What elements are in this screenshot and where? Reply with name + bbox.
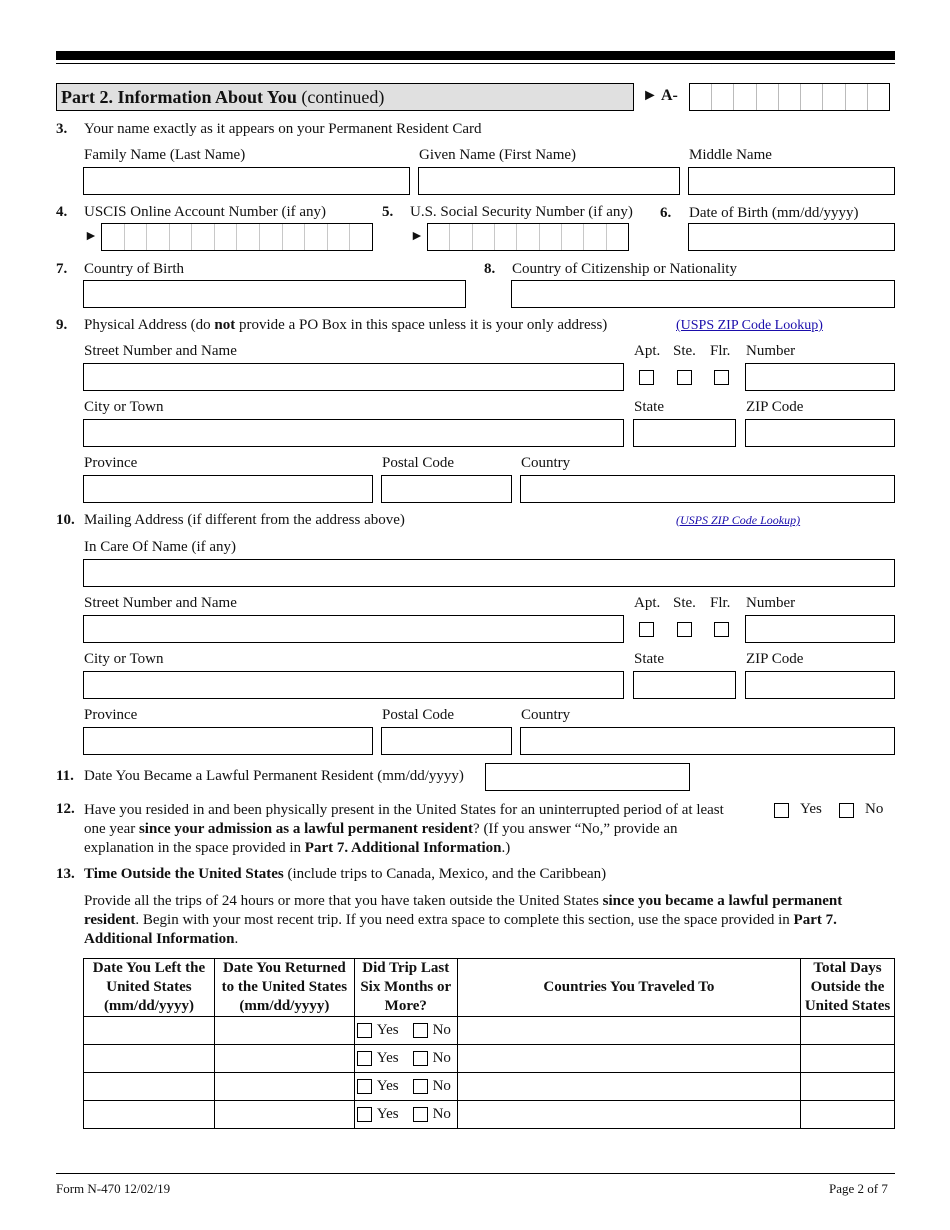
total-days-cell[interactable] bbox=[801, 1045, 895, 1073]
mailing-state-input[interactable] bbox=[633, 671, 736, 699]
physical-city-input[interactable] bbox=[83, 419, 624, 447]
q5-number: 5. bbox=[382, 204, 394, 220]
arrow-icon: ► bbox=[84, 229, 98, 244]
top-rule-thin bbox=[56, 63, 895, 64]
province-label: Province bbox=[84, 455, 138, 471]
date-returned-cell[interactable] bbox=[214, 1101, 354, 1129]
date-returned-cell[interactable] bbox=[214, 1073, 354, 1101]
flr-checkbox[interactable] bbox=[714, 622, 729, 637]
no-label: No bbox=[432, 1022, 451, 1038]
given-name-input[interactable] bbox=[418, 167, 680, 195]
col-date-returned: Date You Returned to the United States (mm/dd/yyyy) bbox=[214, 959, 354, 1017]
flr-label: Flr. bbox=[710, 595, 731, 611]
no-checkbox[interactable] bbox=[413, 1079, 428, 1094]
countries-cell[interactable] bbox=[457, 1101, 800, 1129]
date-left-cell[interactable] bbox=[84, 1073, 215, 1101]
q8-number: 8. bbox=[484, 261, 496, 277]
date-left-cell[interactable] bbox=[84, 1101, 215, 1129]
q9-number: 9. bbox=[56, 317, 68, 333]
yes-checkbox[interactable] bbox=[357, 1107, 372, 1122]
mailing-number-input[interactable] bbox=[745, 615, 895, 643]
ste-label: Ste. bbox=[673, 595, 696, 611]
country-label: Country bbox=[521, 455, 571, 471]
physical-state-input[interactable] bbox=[633, 419, 736, 447]
postal-code-label: Postal Code bbox=[382, 707, 455, 723]
care-of-label: In Care Of Name (if any) bbox=[84, 539, 237, 555]
ste-checkbox[interactable] bbox=[677, 622, 692, 637]
date-left-cell[interactable] bbox=[84, 1017, 215, 1045]
q10-label: Mailing Address (if different from the address above) bbox=[84, 512, 405, 528]
q6-number: 6. bbox=[660, 205, 672, 221]
trips-table bbox=[83, 958, 895, 1129]
q13-title: Time Outside the United States (include trips to Canada, Mexico, and the Caribbean) bbox=[84, 866, 607, 882]
yes-label: Yes bbox=[376, 1106, 399, 1122]
q9-label: Physical Address (do not provide a PO Box in this space unless it is your only address) bbox=[84, 317, 608, 333]
yes-label: Yes bbox=[376, 1050, 399, 1066]
no-checkbox[interactable] bbox=[413, 1023, 428, 1038]
date-of-birth-input[interactable] bbox=[688, 223, 895, 251]
no-checkbox[interactable] bbox=[413, 1051, 428, 1066]
col-date-left: Date You Left the United States (mm/dd/yyyy) bbox=[84, 959, 215, 1017]
street-label: Street Number and Name bbox=[84, 343, 237, 359]
form-id: Form N-470 12/02/19 bbox=[56, 1181, 171, 1196]
table-row bbox=[84, 1045, 895, 1073]
yes-checkbox[interactable] bbox=[357, 1023, 372, 1038]
col-total-days: Total Days Outside the United States bbox=[801, 959, 895, 1017]
city-label: City or Town bbox=[84, 399, 164, 415]
lpr-date-input[interactable] bbox=[485, 763, 690, 791]
number-label: Number bbox=[746, 343, 796, 359]
state-label: State bbox=[634, 651, 664, 667]
q12-no-checkbox[interactable] bbox=[839, 803, 854, 818]
middle-name-label: Middle Name bbox=[689, 147, 772, 163]
flr-checkbox[interactable] bbox=[714, 370, 729, 385]
countries-cell[interactable] bbox=[457, 1045, 800, 1073]
apt-checkbox[interactable] bbox=[639, 622, 654, 637]
postal-code-label: Postal Code bbox=[382, 455, 455, 471]
a-number-label: ► A- bbox=[642, 87, 678, 104]
number-label: Number bbox=[746, 595, 796, 611]
yes-label: Yes bbox=[376, 1078, 399, 1094]
table-row bbox=[84, 1073, 895, 1101]
page-number: Page 2 of 7 bbox=[829, 1181, 888, 1196]
city-label: City or Town bbox=[84, 651, 164, 667]
ste-checkbox[interactable] bbox=[677, 370, 692, 385]
q11-number: 11. bbox=[56, 768, 74, 784]
part-subtitle: (continued) bbox=[296, 87, 385, 107]
date-returned-cell[interactable] bbox=[214, 1017, 354, 1045]
yes-checkbox[interactable] bbox=[357, 1051, 372, 1066]
country-of-birth-input[interactable] bbox=[83, 280, 466, 308]
q12-yes-label: Yes bbox=[800, 801, 822, 817]
given-name-label: Given Name (First Name) bbox=[419, 147, 577, 163]
mailing-province-input[interactable] bbox=[83, 727, 373, 755]
apt-label: Apt. bbox=[634, 595, 661, 611]
table-row bbox=[84, 1101, 895, 1129]
apt-checkbox[interactable] bbox=[639, 370, 654, 385]
ste-label: Ste. bbox=[673, 343, 696, 359]
part-title: Part 2. Information About You bbox=[61, 87, 297, 107]
countries-cell[interactable] bbox=[457, 1073, 800, 1101]
family-name-input[interactable] bbox=[83, 167, 410, 195]
q3-number: 3. bbox=[56, 121, 68, 137]
q12-no-label: No bbox=[865, 801, 884, 817]
yes-label: Yes bbox=[376, 1022, 399, 1038]
country-of-citizenship-input[interactable] bbox=[511, 280, 895, 308]
arrow-icon: ► bbox=[410, 229, 424, 244]
physical-province-input[interactable] bbox=[83, 475, 373, 503]
middle-name-input[interactable] bbox=[688, 167, 895, 195]
care-of-input[interactable] bbox=[83, 559, 895, 587]
col-countries: Countries You Traveled To bbox=[457, 959, 800, 1017]
street-label: Street Number and Name bbox=[84, 595, 237, 611]
footer-rule bbox=[56, 1173, 895, 1174]
physical-number-input[interactable] bbox=[745, 363, 895, 391]
family-name-label: Family Name (Last Name) bbox=[84, 147, 246, 163]
apt-label: Apt. bbox=[634, 343, 661, 359]
q7-label: Country of Birth bbox=[84, 261, 184, 277]
q8-label: Country of Citizenship or Nationality bbox=[512, 261, 737, 277]
no-label: No bbox=[432, 1106, 451, 1122]
mailing-country-input[interactable] bbox=[520, 727, 895, 755]
date-left-cell[interactable] bbox=[84, 1045, 215, 1073]
q5-label: U.S. Social Security Number (if any) bbox=[410, 204, 633, 220]
physical-postal-code-input[interactable] bbox=[381, 475, 512, 503]
q3-label: Your name exactly as it appears on your Permanent Resident Card bbox=[84, 121, 482, 137]
part-header bbox=[56, 83, 634, 111]
mailing-postal-code-input[interactable] bbox=[381, 727, 512, 755]
q13-number: 13. bbox=[56, 866, 75, 882]
q12-number: 12. bbox=[56, 801, 75, 817]
a-number-field[interactable] bbox=[689, 83, 890, 111]
q13-instructions: Provide all the trips of 24 hours or more that you have taken outside the United States since you became a lawful permanent resident. Begin with your most recent trip. If you need extra space to complete this section, use the space provided in Part 7. Additional Information. bbox=[84, 893, 843, 947]
usps-zip-lookup-link[interactable]: (USPS ZIP Code Lookup) bbox=[676, 513, 801, 527]
mailing-zip-input[interactable] bbox=[745, 671, 895, 699]
no-label: No bbox=[432, 1050, 451, 1066]
yes-checkbox[interactable] bbox=[357, 1079, 372, 1094]
date-returned-cell[interactable] bbox=[214, 1045, 354, 1073]
table-header-row bbox=[84, 959, 895, 1017]
zip-label: ZIP Code bbox=[746, 651, 804, 667]
mailing-city-input[interactable] bbox=[83, 671, 624, 699]
q12-text: Have you resided in and been physically present in the United States for an uninterrupted period of at least one year since your admission as a lawful permanent resident? (If you answer “No,” provide an explanation in the space provided in Part 7. Additional Information.) bbox=[84, 802, 724, 856]
no-label: No bbox=[432, 1078, 451, 1094]
physical-country-input[interactable] bbox=[520, 475, 895, 503]
q11-label: Date You Became a Lawful Permanent Resident (mm/dd/yyyy) bbox=[84, 768, 464, 784]
q10-number: 10. bbox=[56, 512, 75, 528]
ssn-input[interactable] bbox=[427, 223, 629, 251]
col-six-months: Did Trip Last Six Months or More? bbox=[354, 959, 457, 1017]
physical-zip-input[interactable] bbox=[745, 419, 895, 447]
total-days-cell[interactable] bbox=[801, 1101, 895, 1129]
flr-label: Flr. bbox=[710, 343, 731, 359]
mailing-street-input[interactable] bbox=[83, 615, 624, 643]
province-label: Province bbox=[84, 707, 138, 723]
countries-cell[interactable] bbox=[457, 1017, 800, 1045]
q12-yes-checkbox[interactable] bbox=[774, 803, 789, 818]
q6-label: Date of Birth (mm/dd/yyyy) bbox=[689, 205, 859, 221]
q4-label: USCIS Online Account Number (if any) bbox=[84, 204, 327, 220]
usps-zip-lookup-link[interactable]: (USPS ZIP Code Lookup) bbox=[676, 318, 823, 333]
total-days-cell[interactable] bbox=[801, 1017, 895, 1045]
no-checkbox[interactable] bbox=[413, 1107, 428, 1122]
top-rule-thick bbox=[56, 51, 895, 60]
physical-street-input[interactable] bbox=[83, 363, 624, 391]
q4-number: 4. bbox=[56, 204, 68, 220]
total-days-cell[interactable] bbox=[801, 1073, 895, 1101]
country-label: Country bbox=[521, 707, 571, 723]
state-label: State bbox=[634, 399, 664, 415]
uscis-account-number-input[interactable] bbox=[101, 223, 373, 251]
q7-number: 7. bbox=[56, 261, 68, 277]
table-row bbox=[84, 1017, 895, 1045]
zip-label: ZIP Code bbox=[746, 399, 804, 415]
